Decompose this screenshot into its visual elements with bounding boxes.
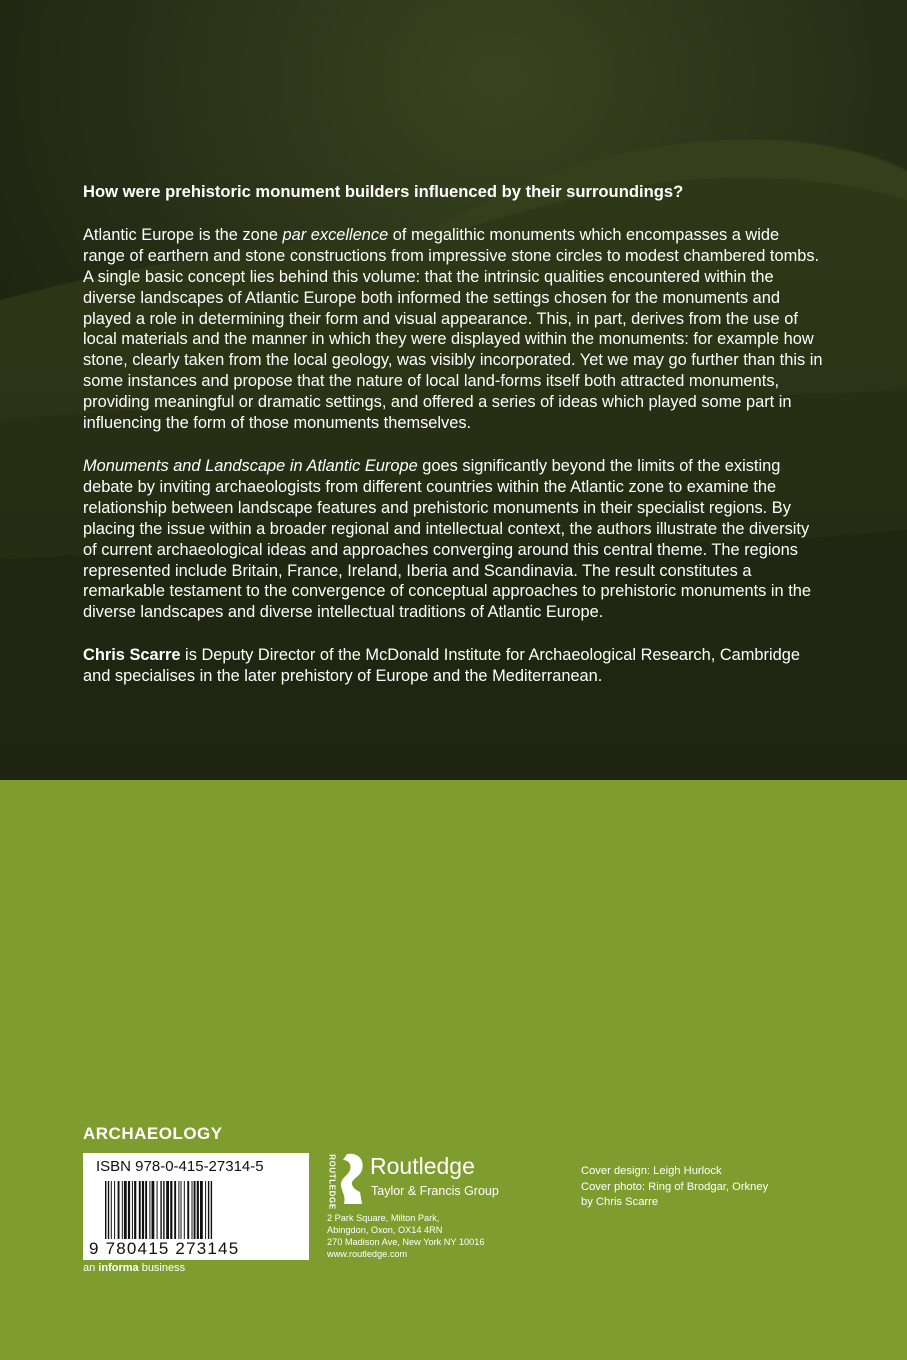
description-paragraph-1 <box>83 225 823 434</box>
isbn-label: ISBN 978-0-415-27314-5 <box>96 1158 264 1175</box>
barcode-bar <box>139 1181 141 1245</box>
headline: How were prehistoric monument builders influenced by their surroundings? <box>83 182 684 201</box>
book-title-emphasis: Monuments and Landscape in Atlantic Europe <box>83 456 418 475</box>
publisher-block <box>326 1150 566 1270</box>
author-name: Chris Scarre <box>83 646 181 665</box>
paragraph1-lead: Atlantic Europe is the zone <box>83 225 283 244</box>
description-paragraph-2 <box>83 456 823 623</box>
barcode-bar <box>205 1181 206 1245</box>
publisher-group: Taylor & Francis Group <box>371 1184 499 1198</box>
routledge-logo-icon <box>338 1152 368 1206</box>
barcode-bar <box>134 1181 136 1245</box>
address-line: 2 Park Square, Milton Park, <box>327 1213 440 1223</box>
informa-prefix: an <box>83 1262 99 1274</box>
vertical-label-text: ROUTLEDGE <box>327 1154 337 1210</box>
paragraph2-body: goes significantly beyond the limits of the existing debate by inviting archaeologists from different countries within the Atlantic zone to examine the relationship between landscape features and prehistoric monuments in their specialist regions. By placing the issue within a broader regional and intellectual context, the authors illustrate the diversity of current archaeological ideas and approaches converging around this central theme. The regions represented include Britain, France, Ireland, Iberia and Scandinavia. The result constitutes a remarkable testament to the convergence of conceptual approaches to prehistoric monuments in the diverse landscapes and diverse intellectual traditions of Atlantic Europe. <box>83 456 811 622</box>
barcode-bar <box>132 1181 133 1245</box>
publisher-website: www.routledge.com <box>327 1248 408 1259</box>
barcode-bar <box>124 1181 127 1245</box>
address-line: Abingdon, Oxon, OX14 4RN <box>327 1224 443 1235</box>
barcode-bar <box>122 1181 123 1245</box>
barcode-bar <box>170 1181 172 1245</box>
barcode-bar <box>192 1181 193 1245</box>
author-bio <box>83 645 823 687</box>
photo-author-credit: by Chris Scarre <box>581 1196 659 1209</box>
paragraph1-body: of megalithic monuments which encompasses a wide range of earthern and stone constructions from impressive stone circles to modest chambered tombs. A single basic concept lies behind this volume: that the intrinsic qualities encountered within the diverse landscapes of Atlantic Europe both informed the settings chosen for the monuments and played a role in determining their form and visual appearance. This, in part, derives from the use of local materials and the manner in which they were displayed within the monuments: for example how stone, clearly taken from the local geology, was visibly incorporated. Yet we may go further than this in some instances and propose that the nature of local land-forms itself both attracted monuments, providing meaningful or dramatic settings, and offered a series of ideas which played some part in influencing the form of those monuments themselves. <box>83 225 823 433</box>
publisher-name: Routledge <box>370 1153 475 1179</box>
barcode-bar <box>114 1181 115 1245</box>
barcode-bar <box>200 1181 203 1245</box>
subject-category: ARCHAEOLOGY <box>83 1124 223 1143</box>
cover-design-credit: Cover design: Leigh Hurlock <box>581 1165 722 1177</box>
barcode-bar <box>128 1181 130 1245</box>
barcode-digits: 9 780415 273145 <box>89 1239 240 1258</box>
barcode-bar <box>142 1181 144 1245</box>
barcode-bar <box>166 1181 169 1245</box>
informa-suffix: business <box>138 1262 186 1274</box>
barcode-bar <box>145 1181 147 1245</box>
blurb-text-block <box>83 182 823 709</box>
address-line: 270 Madison Ave, New York NY 10016 <box>327 1236 485 1247</box>
barcode-bar <box>152 1181 155 1245</box>
barcode-bar <box>118 1181 120 1245</box>
barcode-bar <box>181 1181 182 1245</box>
barcode-bar <box>149 1181 150 1245</box>
paragraph1-emphasis: par excellence <box>282 225 389 244</box>
barcode-bar <box>157 1181 158 1245</box>
publisher-address <box>327 1213 485 1261</box>
informa-brand: informa <box>98 1262 139 1274</box>
publisher-vertical-label <box>326 1154 338 1210</box>
informa-business-tag <box>83 1262 185 1274</box>
barcode-bar <box>184 1181 185 1245</box>
barcode-bar <box>194 1181 196 1245</box>
cover-credits <box>581 1164 768 1211</box>
isbn-barcode <box>83 1153 309 1260</box>
barcode-bar <box>178 1181 179 1245</box>
barcode-bar <box>197 1181 199 1245</box>
barcode-bar <box>174 1181 176 1245</box>
barcode-bar <box>187 1181 189 1245</box>
barcode-bar <box>111 1181 112 1245</box>
cover-photo-credit: Cover photo: Ring of Brodgar, Orkney <box>581 1180 769 1193</box>
author-bio-text: is Deputy Director of the McDonald Institute for Archaeological Research, Cambridge and specialises in the later prehistory of Europe and the Mediterranean. <box>83 646 800 686</box>
